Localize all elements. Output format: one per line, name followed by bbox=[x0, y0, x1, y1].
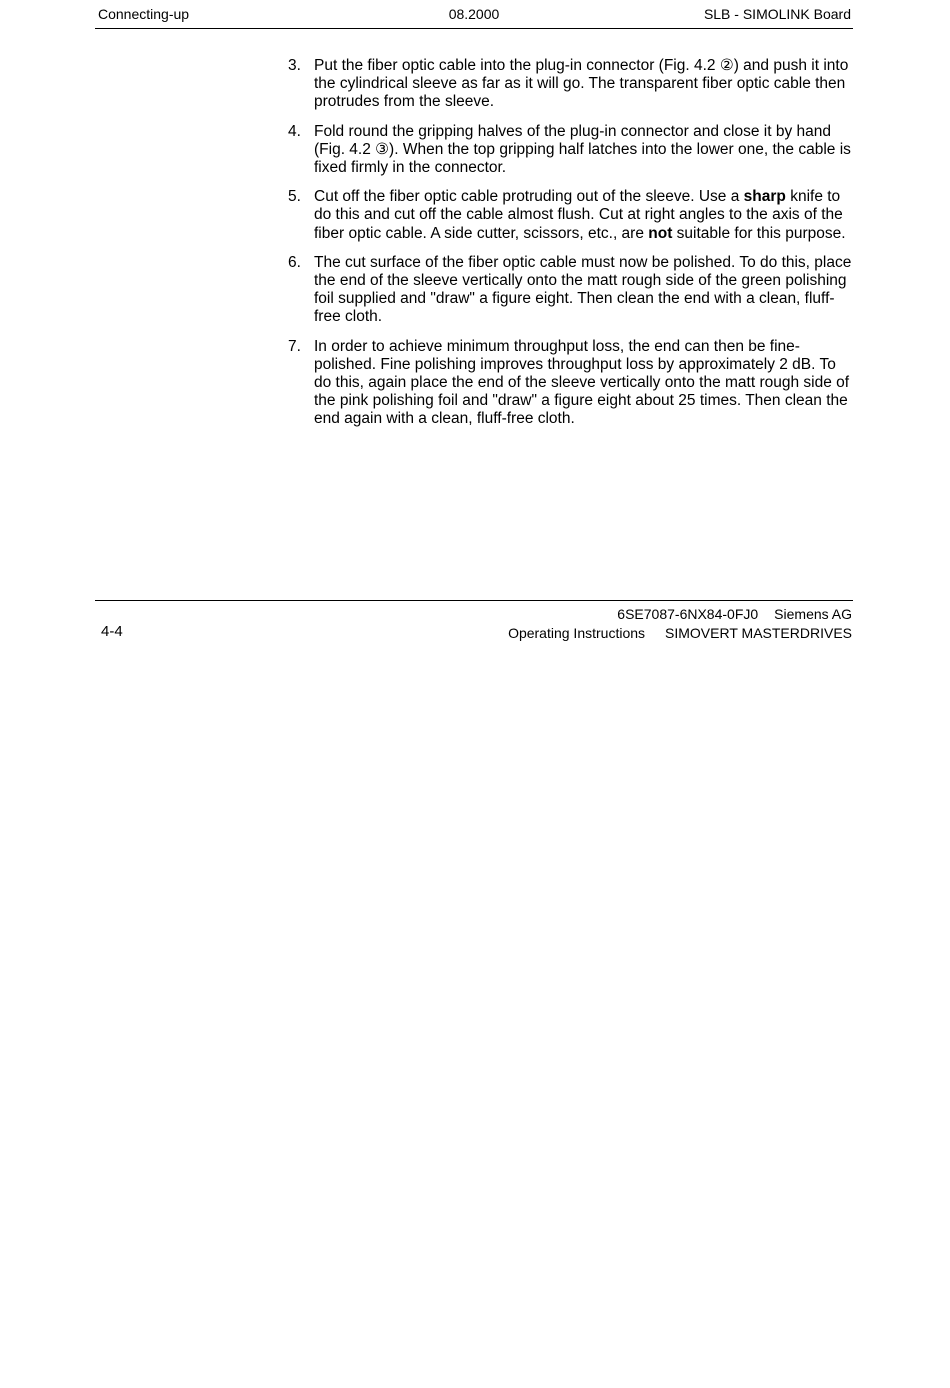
step-text-part: Cut off the fiber optic cable protruding out of the sleeve. Use a bbox=[314, 188, 744, 206]
product-name: SIMOVERT MASTERDRIVES bbox=[665, 624, 852, 641]
list-item bbox=[288, 57, 854, 112]
document-type: Operating Instructions bbox=[508, 624, 646, 641]
list-item bbox=[288, 123, 854, 178]
company-name: Siemens AG bbox=[774, 606, 852, 622]
emphasis-sharp: sharp bbox=[743, 188, 786, 206]
page-header bbox=[95, 6, 853, 29]
page-number: 4-4 bbox=[101, 623, 123, 640]
list-item bbox=[288, 254, 854, 327]
step-number: 6. bbox=[288, 253, 301, 271]
list-item bbox=[288, 188, 854, 243]
step-text: Put the fiber optic cable into the plug-in connector (Fig. 4.2 ②) and push it into the cylindrical sleeve as far as it will go. The transparent fiber optic cable then protrudes from the sleeve. bbox=[314, 57, 849, 111]
step-number: 5. bbox=[288, 188, 301, 206]
header-section-title: Connecting-up bbox=[98, 6, 190, 22]
header-date: 08.2000 bbox=[448, 6, 500, 22]
header-document-title: SLB - SIMOLINK Board bbox=[703, 6, 851, 22]
step-number: 4. bbox=[288, 122, 301, 140]
footer-line-1 bbox=[508, 605, 852, 624]
emphasis-not: not bbox=[648, 224, 673, 242]
step-text-part: suitable for this purpose. bbox=[672, 224, 846, 242]
order-number: 6SE7087-6NX84-0FJ0 bbox=[617, 606, 759, 622]
step-number: 3. bbox=[288, 57, 301, 74]
step-text bbox=[314, 188, 854, 243]
instruction-steps bbox=[288, 57, 854, 440]
step-text: Fold round the gripping halves of the plug-in connector and close it by hand (Fig. 4.2 ③). When the top gripping half latches into the lower one, the cable is fixed firmly in the connector. bbox=[314, 122, 851, 177]
footer-line-2 bbox=[508, 624, 852, 643]
footer-divider bbox=[95, 600, 853, 601]
step-text: In order to achieve minimum throughput loss, the end can then be fine-polished. Fine polishing improves throughput loss by approximately 2 dB. To do this, again place the end of the sleeve vertically onto the matt rough side of the pink polishing foil and "draw" a figure eight about 25 times. Then clean the end again with a clean, fluff-free cloth. bbox=[314, 337, 850, 428]
footer-document-info bbox=[508, 605, 852, 642]
step-text-part: knife to do this and cut off the cable almost flush. Cut at right angles to the axis of the fiber optic cable. A side cutter, scissors, etc., are bbox=[314, 188, 843, 242]
step-text: The cut surface of the fiber optic cable must now be polished. To do this, place the end of the sleeve vertically onto the matt rough side of the green polishing foil supplied and "draw" a figure eight. Then clean the end with a clean, fluff-free cloth. bbox=[314, 253, 852, 326]
step-number: 7. bbox=[288, 337, 301, 355]
list-item bbox=[288, 338, 854, 429]
